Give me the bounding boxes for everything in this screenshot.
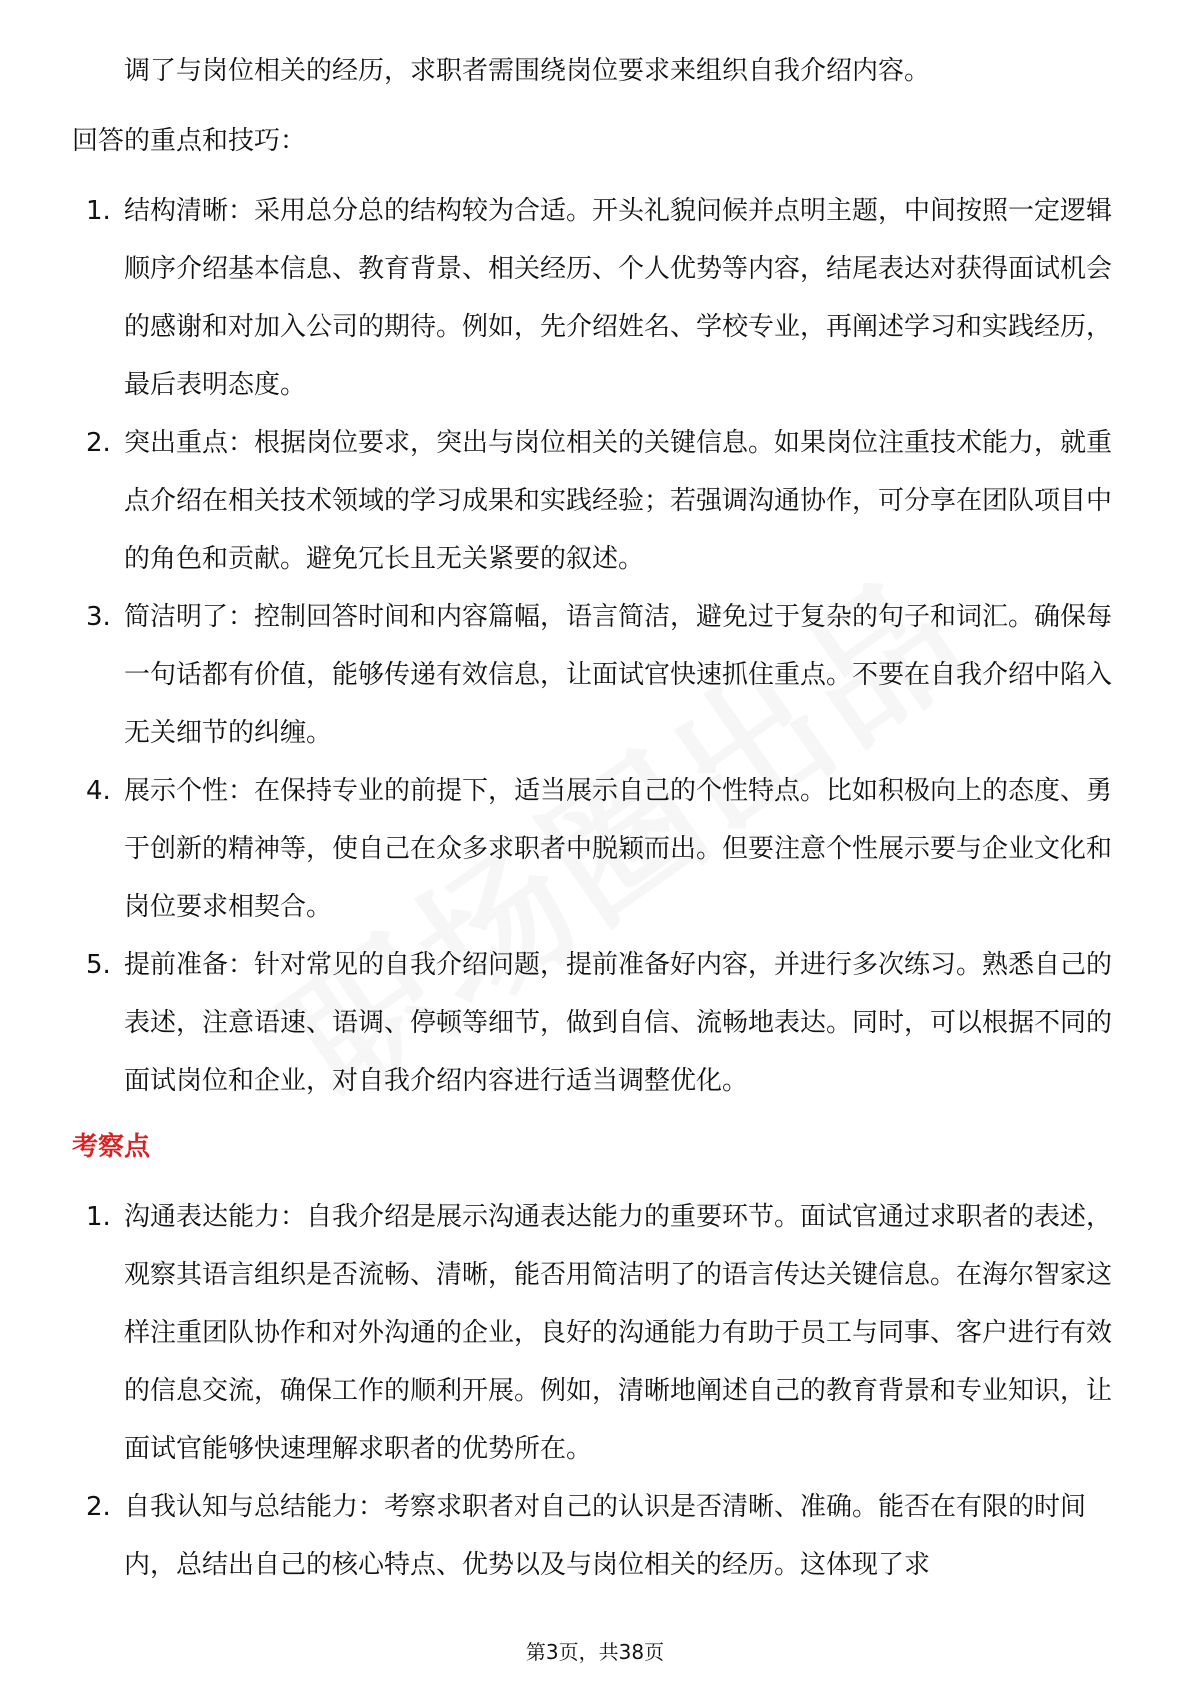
list-item xyxy=(72,588,1118,762)
list-text: 结构清晰：采用总分总的结构较为合适。开头礼貌问候并点明主题，中间按照一定逻辑顺序介绍基本信息、教育背景、相关经历、个人优势等内容，结尾表达对获得面试机会的感谢和对加入公司的期待。例如，先介绍姓名、学校专业，再阐述学习和实践经历，最后表明态度。 xyxy=(124,196,1113,400)
list-number: 2. xyxy=(86,1492,111,1522)
list-text: 简洁明了：控制回答时间和内容篇幅，语言简洁，避免过于复杂的句子和词汇。确保每一句话都有价值，能够传递有效信息，让面试官快速抓住重点。不要在自我介绍中陷入无关细节的纠缠。 xyxy=(124,602,1113,748)
list-text: 突出重点：根据岗位要求，突出与岗位相关的关键信息。如果岗位注重技术能力，就重点介绍在相关技术领域的学习成果和实践经验；若强调沟通协作，可分享在团队项目中的角色和贡献。避免冗长且无关紧要的叙述。 xyxy=(124,428,1113,574)
list-text: 自我认知与总结能力：考察求职者对自己的认识是否清晰、准确。能否在有限的时间内，总结出自己的核心特点、优势以及与岗位相关的经历。这体现了求 xyxy=(124,1492,1087,1580)
list-item xyxy=(72,1478,1118,1594)
list-number: 4. xyxy=(86,776,111,806)
list-item xyxy=(72,762,1118,936)
list-number: 5. xyxy=(86,950,111,980)
list-number: 2. xyxy=(86,428,111,458)
tips-list xyxy=(72,182,1118,1110)
list-text: 沟通表达能力：自我介绍是展示沟通表达能力的重要环节。面试官通过求职者的表述，观察其语言组织是否流畅、清晰，能否用简洁明了的语言传达关键信息。在海尔智家这样注重团队协作和对外沟通的企业，良好的沟通能力有助于员工与同事、客户进行有效的信息交流，确保工作的顺利开展。例如，清晰地阐述自己的教育背景和专业知识，让面试官能够快速理解求职者的优势所在。 xyxy=(124,1202,1113,1464)
section-heading-assessment: 考察点 xyxy=(72,1132,151,1162)
list-text: 展示个性：在保持专业的前提下，适当展示自己的个性特点。比如积极向上的态度、勇于创新的精神等，使自己在众多求职者中脱颖而出。但要注意个性展示要与企业文化和岗位要求相契合。 xyxy=(124,776,1113,922)
page-content xyxy=(72,42,1118,1594)
list-item xyxy=(72,936,1118,1110)
list-item xyxy=(72,1188,1118,1478)
list-number: 3. xyxy=(86,602,111,632)
list-item xyxy=(72,182,1118,414)
list-text: 提前准备：针对常见的自我介绍问题，提前准备好内容，并进行多次练习。熟悉自己的表述，注意语速、语调、停顿等细节，做到自信、流畅地表达。同时，可以根据不同的面试岗位和企业，对自我介绍内容进行适当调整优化。 xyxy=(124,950,1113,1096)
list-number: 1. xyxy=(86,196,111,226)
continuation-paragraph: 调了与岗位相关的经历，求职者需围绕岗位要求来组织自我介绍内容。 xyxy=(124,56,931,86)
page-number-footer: 第3页，共38页 xyxy=(525,1640,665,1664)
assessment-list xyxy=(72,1188,1118,1594)
list-number: 1. xyxy=(86,1202,111,1232)
list-item xyxy=(72,414,1118,588)
tips-heading: 回答的重点和技巧： xyxy=(72,126,307,156)
